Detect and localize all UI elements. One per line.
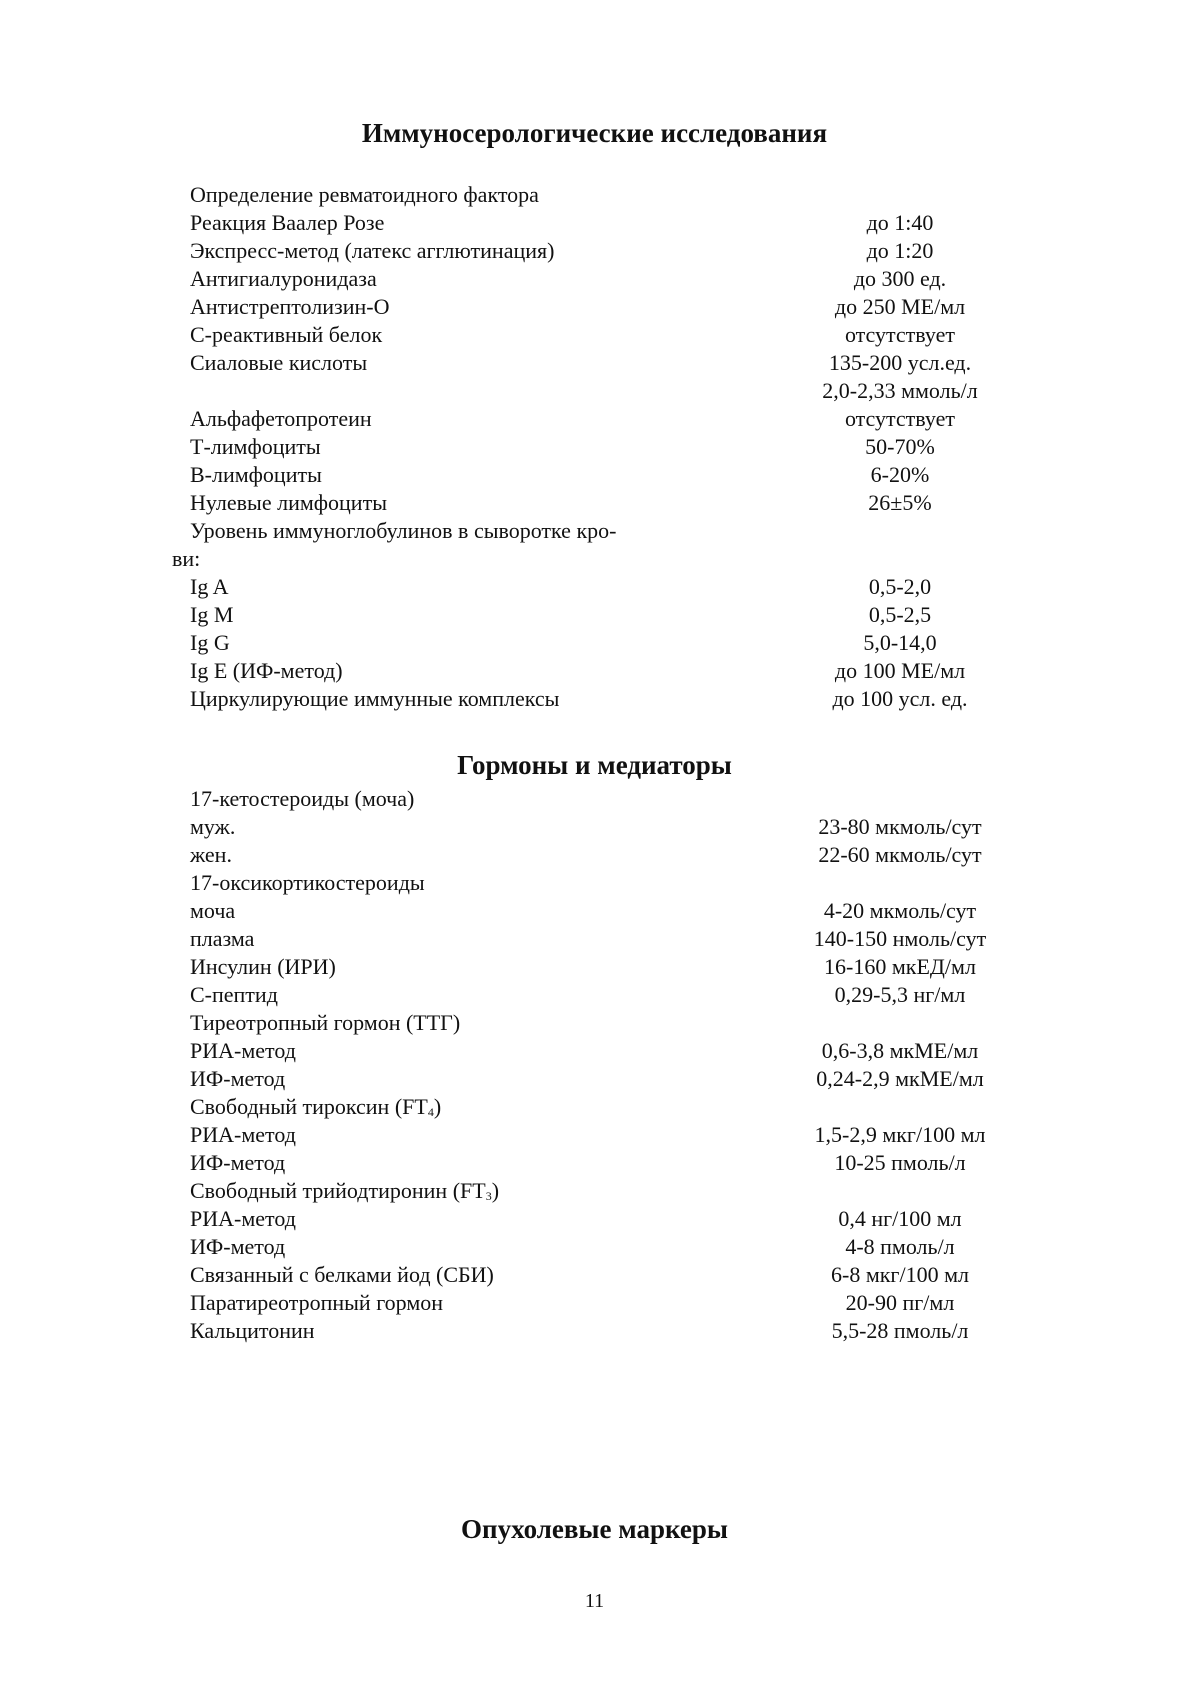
- row-label: Ig G: [190, 630, 230, 655]
- table-row: [0, 209, 1189, 237]
- row-label: Альфафетопротеин: [190, 406, 372, 431]
- table-row: [0, 1205, 1189, 1233]
- table-row: [0, 629, 1189, 657]
- table-row: [0, 1121, 1189, 1149]
- row-value: 20-90 пг/мл: [845, 1290, 955, 1315]
- row-value: 16-160 мкЕД/мл: [824, 954, 976, 979]
- row-label: ви:: [172, 546, 201, 571]
- row-label: Циркулирующие иммунные комплексы: [190, 686, 560, 711]
- row-label: Реакция Ваалер Розе: [190, 210, 385, 235]
- section-title-hormones: Гормоны и медиаторы: [457, 750, 732, 780]
- row-label: муж.: [190, 814, 236, 839]
- row-label: Связанный с белками йод (СБИ): [190, 1262, 494, 1287]
- row-value: до 100 МЕ/мл: [834, 658, 966, 683]
- row-value: 50-70%: [865, 434, 935, 459]
- row-label: ИФ-метод: [190, 1150, 286, 1175]
- table-row: [0, 1037, 1189, 1065]
- table-row: [0, 545, 1189, 573]
- table-row: [0, 685, 1189, 713]
- table-row: [0, 841, 1189, 869]
- row-value: 6-20%: [870, 462, 930, 487]
- row-label: Определение ревматоидного фактора: [190, 182, 539, 207]
- immunoserology-table: [0, 181, 1189, 713]
- row-label: С-реактивный белок: [190, 322, 383, 347]
- section-title-tumor-markers: Опухолевые маркеры: [461, 1514, 728, 1544]
- row-label: 17-кетостероиды (моча): [190, 786, 415, 811]
- table-row: [0, 1065, 1189, 1093]
- row-value: 5,0-14,0: [863, 630, 937, 655]
- row-value: 0,5-2,5: [868, 602, 932, 627]
- table-row: [0, 981, 1189, 1009]
- row-label: Ig A: [190, 574, 229, 599]
- table-row: [0, 433, 1189, 461]
- row-label: 17-оксикортикостероиды: [190, 870, 425, 895]
- row-label: Паратиреотропный гормон: [190, 1290, 444, 1315]
- subscript: 4: [427, 1105, 434, 1119]
- row-label: Уровень иммуноглобулинов в сыворотке кро-: [190, 518, 617, 543]
- row-value: 4-8 пмоль/л: [845, 1234, 955, 1259]
- table-row: [0, 517, 1189, 545]
- table-row: [0, 377, 1189, 405]
- table-row: [0, 349, 1189, 377]
- subscript: 3: [485, 1189, 492, 1203]
- table-row: [0, 461, 1189, 489]
- row-value: 0,4 нг/100 мл: [838, 1206, 962, 1231]
- table-row: [0, 573, 1189, 601]
- row-label: Ig M: [190, 602, 234, 627]
- row-label: Нулевые лимфоциты: [190, 490, 387, 515]
- table-row: [0, 1009, 1189, 1037]
- row-label: Тиреотропный гормон (ТТГ): [190, 1010, 461, 1035]
- table-row: [0, 265, 1189, 293]
- row-value: 0,29-5,3 нг/мл: [834, 982, 966, 1007]
- row-label: РИА-метод: [190, 1038, 296, 1063]
- row-label: РИА-метод: [190, 1206, 296, 1231]
- section-title-immunoserology: Иммуносерологические исследования: [361, 118, 828, 148]
- table-row: [0, 1289, 1189, 1317]
- row-label: Инсулин (ИРИ): [190, 954, 336, 979]
- row-value: 0,6-3,8 мкМЕ/мл: [821, 1038, 979, 1063]
- row-label: В-лимфоциты: [190, 462, 322, 487]
- table-row: [0, 1317, 1189, 1345]
- row-value: 23-80 мкмоль/сут: [818, 814, 982, 839]
- table-row: [0, 869, 1189, 897]
- table-row: [0, 785, 1189, 813]
- table-row: [0, 897, 1189, 925]
- table-row: [0, 1177, 1189, 1205]
- row-value: 6-8 мкг/100 мл: [831, 1262, 969, 1287]
- row-label: ИФ-метод: [190, 1234, 286, 1259]
- row-label: Экспресс-метод (латекс агглютинация): [190, 238, 555, 263]
- row-value: до 300 ед.: [853, 266, 947, 291]
- row-label: Антистрептолизин-О: [190, 294, 390, 319]
- row-value: отсутствует: [844, 406, 956, 431]
- row-label: Ig E (ИФ-метод): [190, 658, 343, 683]
- table-row: [0, 1261, 1189, 1289]
- row-value: 0,5-2,0: [868, 574, 932, 599]
- table-row: [0, 1093, 1189, 1121]
- row-label: ИФ-метод: [190, 1066, 286, 1091]
- table-row: [0, 293, 1189, 321]
- table-row: [0, 1233, 1189, 1261]
- row-value: 26±5%: [868, 490, 932, 515]
- row-label: плазма: [190, 926, 255, 951]
- row-value: 5,5-28 пмоль/л: [831, 1318, 969, 1343]
- row-label: Т-лимфоциты: [190, 434, 321, 459]
- row-value: 1,5-2,9 мкг/100 мл: [814, 1122, 986, 1147]
- table-row: [0, 657, 1189, 685]
- row-value: до 100 усл. ед.: [832, 686, 968, 711]
- page-number: 11: [584, 1590, 605, 1612]
- row-label: Антигиалуронидаза: [190, 266, 377, 291]
- row-label: Кальцитонин: [190, 1318, 315, 1343]
- table-row: [0, 601, 1189, 629]
- table-row: [0, 953, 1189, 981]
- row-value: 140-150 нмоль/сут: [813, 926, 987, 951]
- row-value: 22-60 мкмоль/сут: [818, 842, 982, 867]
- row-label: С-пептид: [190, 982, 278, 1007]
- row-value: 0,24-2,9 мкМЕ/мл: [816, 1066, 984, 1091]
- row-value: до 1:40: [866, 210, 934, 235]
- row-label: Свободный тироксин $(FT_4)$: [190, 1094, 442, 1119]
- row-value: 4-20 мкмоль/сут: [823, 898, 977, 923]
- table-row: [0, 1149, 1189, 1177]
- row-value: до 1:20: [866, 238, 934, 263]
- table-row: [0, 321, 1189, 349]
- row-value: 2,0-2,33 ммоль/л: [822, 378, 978, 403]
- row-label: Сиаловые кислоты: [190, 350, 368, 375]
- table-row: [0, 925, 1189, 953]
- row-value: до 250 МЕ/мл: [834, 294, 966, 319]
- table-row: [0, 489, 1189, 517]
- row-label: моча: [190, 898, 236, 923]
- row-value: 135-200 усл.ед.: [828, 350, 972, 375]
- table-row: [0, 181, 1189, 209]
- row-value: 10-25 пмоль/л: [834, 1150, 966, 1175]
- hormones-table: [0, 785, 1189, 1345]
- table-row: [0, 813, 1189, 841]
- row-label: жен.: [190, 842, 232, 867]
- row-label: Свободный трийодтиронин $(FT_3)$: [190, 1178, 500, 1203]
- row-value: отсутствует: [844, 322, 956, 347]
- table-row: [0, 237, 1189, 265]
- table-row: [0, 405, 1189, 433]
- row-label: РИА-метод: [190, 1122, 296, 1147]
